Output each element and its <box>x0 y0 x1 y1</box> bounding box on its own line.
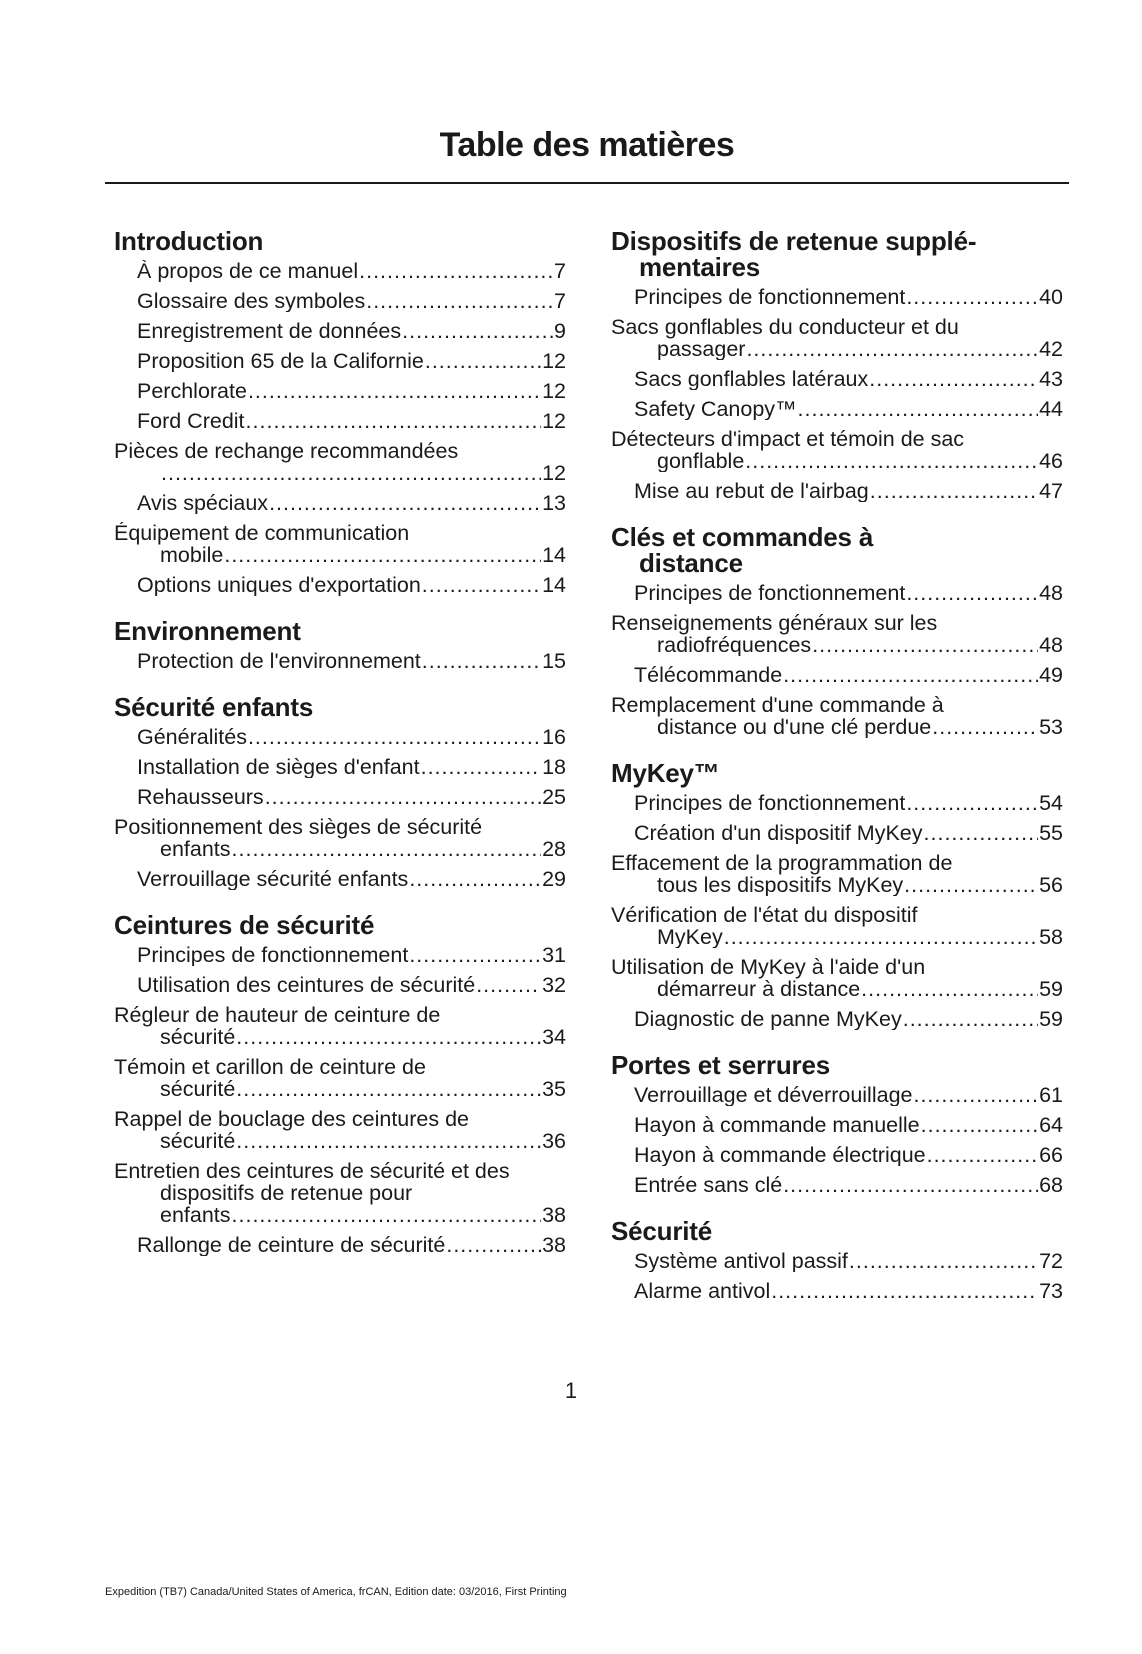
toc-entry-row <box>634 480 1063 502</box>
dot-leader <box>932 716 1038 738</box>
toc-entry[interactable] <box>114 944 566 966</box>
toc-entry-row <box>634 792 1063 814</box>
toc-entry-row <box>634 582 1063 604</box>
toc-entry-title: Mise au rebut de l'airbag <box>634 480 869 502</box>
dot-leader <box>232 1204 542 1226</box>
toc-entry-row <box>634 822 1063 844</box>
toc-entry[interactable] <box>611 822 1063 844</box>
toc-section-introduction <box>114 228 566 596</box>
toc-entry[interactable] <box>611 428 1063 472</box>
dot-leader <box>913 1084 1038 1106</box>
toc-entry-page: 54 <box>1039 792 1063 814</box>
toc-entry-title: Rehausseurs <box>137 786 264 808</box>
toc-entry-page: 42 <box>1039 337 1063 360</box>
section-heading-line: distance <box>639 548 743 578</box>
toc-entry-page: 15 <box>542 650 566 672</box>
toc-entry-row <box>634 1280 1063 1302</box>
toc-entry-page: 7 <box>554 260 566 282</box>
toc-entry-text-line: Détecteurs d'impact et témoin de sac <box>611 428 965 451</box>
toc-entry[interactable] <box>114 1056 566 1100</box>
toc-entry-title: mobile <box>160 543 224 566</box>
toc-entry[interactable] <box>611 582 1063 604</box>
toc-entry-row <box>137 786 566 808</box>
toc-entry-title: MyKey <box>657 925 723 948</box>
dot-leader <box>849 1250 1038 1272</box>
toc-entry-page: 44 <box>1039 398 1063 420</box>
toc-entry-title: tous les dispositifs MyKey <box>657 873 904 896</box>
toc-entry-page: 35 <box>542 1077 566 1100</box>
toc-entry-title: Ford Credit <box>137 410 245 432</box>
toc-entry-row <box>137 1234 566 1256</box>
toc-entry[interactable] <box>611 368 1063 390</box>
toc-entry-row <box>137 1078 566 1100</box>
toc-entry-row <box>137 650 566 672</box>
dot-leader <box>402 320 553 342</box>
dot-leader <box>446 1234 541 1256</box>
toc-entry-title: Rallonge de ceinture de sécurité <box>137 1234 446 1256</box>
toc-entry-row <box>634 978 1063 1000</box>
toc-entry-page: 14 <box>542 574 566 596</box>
toc-entry-row <box>634 1084 1063 1106</box>
toc-entry-page: 53 <box>1039 715 1063 738</box>
toc-entry[interactable] <box>611 1174 1063 1196</box>
toc-entry-row <box>137 350 566 372</box>
toc-entry-page: 56 <box>1039 873 1063 896</box>
toc-entry-title: Création d'un dispositif MyKey <box>634 822 923 844</box>
toc-entry-title: Glossaire des symboles <box>137 290 366 312</box>
toc-entry-page: 47 <box>1039 480 1063 502</box>
dot-leader <box>236 1130 541 1152</box>
dot-leader <box>265 786 541 808</box>
section-heading-line: mentaires <box>639 252 761 282</box>
toc-entry-text-line: dispositifs de retenue pour <box>160 1181 413 1205</box>
section-heading: MyKey™ <box>611 758 720 788</box>
toc-entry[interactable] <box>611 792 1063 814</box>
toc-entry-row <box>634 1144 1063 1166</box>
dot-leader <box>906 582 1038 604</box>
toc-entry-row <box>634 1008 1063 1030</box>
toc-entry[interactable] <box>114 1108 566 1152</box>
toc-entry-title: démarreur à distance <box>657 977 861 1000</box>
toc-entry-row <box>634 926 1063 948</box>
toc-entry-title: enfants <box>160 837 231 860</box>
toc-entry[interactable] <box>611 1250 1063 1272</box>
toc-entry[interactable] <box>114 350 566 372</box>
toc-entry-page: 68 <box>1039 1174 1063 1196</box>
toc-entry-title: Options uniques d'exportation <box>137 574 421 596</box>
toc-entry-row <box>137 492 566 514</box>
section-heading-line: Clés et commandes à <box>611 522 874 552</box>
dot-leader <box>861 978 1038 1000</box>
toc-entry-row <box>137 462 566 484</box>
toc-entry[interactable] <box>114 1234 566 1256</box>
toc-entry-page: 31 <box>542 944 566 966</box>
toc-entry-page: 7 <box>554 290 566 312</box>
toc-entry-title: Avis spéciaux <box>137 492 269 514</box>
dot-leader <box>161 462 541 484</box>
toc-entry-title: sécurité <box>160 1025 236 1048</box>
toc-entry-row <box>634 716 1063 738</box>
toc-entry-page: 40 <box>1039 286 1063 308</box>
toc-entry-page: 46 <box>1039 449 1063 472</box>
toc-entry-title: passager <box>657 337 746 360</box>
toc-entry-title: Diagnostic de panne MyKey <box>634 1008 902 1030</box>
toc-entry-title: Verrouillage et déverrouillage <box>634 1084 913 1106</box>
toc-entry-page: 14 <box>542 543 566 566</box>
toc-entry-row <box>137 320 566 342</box>
toc-section-mykey <box>611 760 1063 1030</box>
toc-entry-row <box>634 450 1063 472</box>
toc-entry-title: gonflable <box>657 449 745 472</box>
toc-entry-row <box>137 574 566 596</box>
toc-entry-title: sécurité <box>160 1129 236 1152</box>
toc-entry[interactable] <box>611 664 1063 686</box>
toc-entry[interactable] <box>611 956 1063 1000</box>
dot-leader <box>269 492 541 514</box>
toc-entry-title: Protection de l'environnement <box>137 650 421 672</box>
toc-entry[interactable] <box>611 286 1063 308</box>
dot-leader <box>409 868 541 890</box>
toc-entry-page: 72 <box>1039 1250 1063 1272</box>
dot-leader <box>783 1174 1038 1196</box>
toc-entry-text-line: Positionnement des sièges de sécurité <box>114 816 483 839</box>
section-heading: Sécurité enfants <box>114 692 314 722</box>
section-heading: Ceintures de sécurité <box>114 910 375 940</box>
toc-entry[interactable] <box>114 260 566 282</box>
toc-entry-title: Sacs gonflables latéraux <box>634 368 869 390</box>
toc-entry-title: À propos de ce manuel <box>137 260 359 282</box>
toc-entry-row <box>137 290 566 312</box>
toc-entry-page: 28 <box>542 837 566 860</box>
toc-entry-page: 49 <box>1039 664 1063 686</box>
section-heading: Portes et serrures <box>611 1050 830 1080</box>
toc-entry-page: 48 <box>1039 582 1063 604</box>
dot-leader <box>248 380 541 402</box>
toc-entry-title: Enregistrement de données <box>137 320 402 342</box>
toc-entry[interactable] <box>611 1144 1063 1166</box>
edition-footer: Expedition (TB7) Canada/United States of America, frCAN, Edition date: 03/2016, First Printing <box>105 1586 567 1598</box>
dot-leader <box>870 480 1038 502</box>
toc-entry-text-line: Effacement de la programmation de <box>611 852 953 875</box>
toc-entry-row <box>634 634 1063 656</box>
toc-entry-page: 12 <box>542 461 566 484</box>
toc-entry[interactable] <box>611 694 1063 738</box>
toc-entry[interactable] <box>611 852 1063 896</box>
toc-section-dispositifs-de-retenue-supple-mentaires <box>611 228 1063 502</box>
toc-entry-title: Télécommande <box>634 664 783 686</box>
toc-entry-page: 61 <box>1039 1084 1063 1106</box>
toc-entry-title: Installation de sièges d'enfant <box>137 756 420 778</box>
dot-leader <box>236 1078 541 1100</box>
dot-leader <box>906 286 1038 308</box>
toc-entry-row <box>634 338 1063 360</box>
toc-entry-page: 38 <box>542 1234 566 1256</box>
toc-entry-row <box>634 1174 1063 1196</box>
toc-entry-row <box>137 544 566 566</box>
toc-entry[interactable] <box>114 320 566 342</box>
toc-entry[interactable] <box>114 574 566 596</box>
title-divider <box>105 182 1069 184</box>
dot-leader <box>924 822 1039 844</box>
toc-entry-row <box>137 974 566 996</box>
toc-entry-page: 16 <box>542 726 566 748</box>
toc-entry-row <box>137 944 566 966</box>
dot-leader <box>359 260 553 282</box>
toc-entry-page: 12 <box>542 410 566 432</box>
dot-leader <box>724 926 1038 948</box>
toc-entry-title: sécurité <box>160 1077 236 1100</box>
toc-entry[interactable] <box>114 1160 566 1226</box>
toc-section-portes-et-serrures <box>611 1052 1063 1196</box>
dot-leader <box>248 726 541 748</box>
toc-entry-title: radiofréquences <box>657 633 812 656</box>
toc-entry-row <box>634 874 1063 896</box>
toc-entry-text-line: Sacs gonflables du conducteur et du <box>611 316 959 339</box>
toc-entry-page: 38 <box>542 1203 566 1226</box>
toc-entry-title: Entrée sans clé <box>634 1174 783 1196</box>
toc-entry-row <box>137 260 566 282</box>
toc-entry[interactable] <box>611 480 1063 502</box>
toc-entry-title: Safety Canopy™ <box>634 398 797 420</box>
dot-leader <box>232 838 542 860</box>
toc-entry-page: 9 <box>554 320 566 342</box>
toc-entry[interactable] <box>114 440 566 484</box>
dot-leader <box>421 756 541 778</box>
toc-entry-page: 32 <box>542 974 566 996</box>
toc-entry-title: Principes de fonctionnement <box>634 286 906 308</box>
dot-leader <box>906 792 1038 814</box>
page-number: 1 <box>564 1378 578 1403</box>
toc-entry-page: 12 <box>542 380 566 402</box>
toc-entry-title: Hayon à commande électrique <box>634 1144 926 1166</box>
toc-entry-page: 36 <box>542 1129 566 1152</box>
section-heading: Introduction <box>114 226 264 256</box>
toc-right-column <box>611 228 1063 1324</box>
section-heading <box>611 524 1063 576</box>
toc-entry[interactable] <box>114 410 566 432</box>
toc-entry-title: Principes de fonctionnement <box>137 944 409 966</box>
toc-entry[interactable] <box>611 1008 1063 1030</box>
toc-entry-row <box>137 380 566 402</box>
dot-leader <box>812 634 1038 656</box>
toc-entry[interactable] <box>611 316 1063 360</box>
toc-section-securite <box>611 1218 1063 1302</box>
toc-entry[interactable] <box>114 492 566 514</box>
toc-left-column <box>114 228 566 1278</box>
dot-leader <box>476 974 541 996</box>
toc-entry-title: Système antivol passif <box>634 1250 848 1272</box>
toc-entry[interactable] <box>114 726 566 748</box>
toc-entry-page: 73 <box>1039 1280 1063 1302</box>
toc-entry[interactable] <box>114 974 566 996</box>
toc-entry-row <box>634 664 1063 686</box>
toc-entry-text-line: Entretien des ceintures de sécurité et des <box>114 1160 510 1183</box>
toc-entry[interactable] <box>611 612 1063 656</box>
toc-entry-page: 55 <box>1039 822 1063 844</box>
toc-entry-page: 64 <box>1039 1114 1063 1136</box>
toc-entry-row <box>137 838 566 860</box>
toc-entry[interactable] <box>114 522 566 566</box>
toc-entry-text-line: Renseignements généraux sur les <box>611 612 938 635</box>
toc-entry-text-line: Équipement de communication <box>114 522 410 545</box>
section-heading-line: Dispositifs de retenue supplé- <box>611 226 977 256</box>
toc-entry-page: 43 <box>1039 368 1063 390</box>
toc-entry[interactable] <box>114 380 566 402</box>
toc-entry-page: 66 <box>1039 1144 1063 1166</box>
toc-entry-row <box>137 1130 566 1152</box>
page-title: Table des matières <box>439 126 735 164</box>
dot-leader <box>224 544 541 566</box>
toc-entry[interactable] <box>611 1084 1063 1106</box>
dot-leader <box>746 338 1038 360</box>
toc-entry-row <box>137 410 566 432</box>
dot-leader <box>366 290 553 312</box>
toc-entry-page: 12 <box>542 350 566 372</box>
toc-entry-title: Alarme antivol <box>634 1280 771 1302</box>
toc-entry-title: Principes de fonctionnement <box>634 792 906 814</box>
dot-leader <box>236 1026 541 1048</box>
toc-entry-row <box>137 726 566 748</box>
dot-leader <box>904 874 1038 896</box>
dot-leader <box>903 1008 1038 1030</box>
toc-entry-title: Verrouillage sécurité enfants <box>137 868 409 890</box>
toc-entry-page: 29 <box>542 868 566 890</box>
dot-leader <box>927 1144 1038 1166</box>
section-heading: Environnement <box>114 616 301 646</box>
toc-section-ceintures-de-securite <box>114 912 566 1256</box>
toc-entry-row <box>634 368 1063 390</box>
toc-entry-page: 13 <box>542 492 566 514</box>
dot-leader <box>409 944 541 966</box>
toc-section-environnement <box>114 618 566 672</box>
toc-entry-title: distance ou d'une clé perdue <box>657 715 932 738</box>
toc-entry-row <box>137 868 566 890</box>
dot-leader <box>771 1280 1038 1302</box>
toc-entry-title: Utilisation des ceintures de sécurité <box>137 974 476 996</box>
toc-entry-title: Perchlorate <box>137 380 247 402</box>
dot-leader <box>798 398 1039 420</box>
toc-entry-text-line: Utilisation de MyKey à l'aide d'un <box>611 956 926 979</box>
toc-entry-text-line: Remplacement d'une commande à <box>611 694 944 717</box>
toc-entry-page: 58 <box>1039 925 1063 948</box>
toc-entry-title: Proposition 65 de la Californie <box>137 350 424 372</box>
toc-entry-row <box>634 1250 1063 1272</box>
toc-entry-page: 48 <box>1039 633 1063 656</box>
dot-leader <box>425 350 541 372</box>
toc-entry[interactable] <box>611 398 1063 420</box>
toc-entry[interactable] <box>114 816 566 860</box>
toc-entry[interactable] <box>114 1004 566 1048</box>
toc-entry-text-line: Témoin et carillon de ceinture de <box>114 1056 426 1079</box>
dot-leader <box>422 574 541 596</box>
toc-entry-page: 59 <box>1039 977 1063 1000</box>
toc-entry[interactable] <box>114 756 566 778</box>
toc-entry-text-line: Rappel de bouclage des ceintures de <box>114 1108 470 1131</box>
toc-entry[interactable] <box>611 904 1063 948</box>
dot-leader <box>745 450 1038 472</box>
section-heading: Sécurité <box>611 1216 713 1246</box>
dot-leader <box>869 368 1038 390</box>
toc-entry[interactable] <box>114 290 566 312</box>
toc-entry-row <box>137 756 566 778</box>
toc-entry[interactable] <box>611 1280 1063 1302</box>
toc-entry-row <box>137 1204 566 1226</box>
toc-entry[interactable] <box>611 1114 1063 1136</box>
dot-leader <box>921 1114 1038 1136</box>
toc-entry-page: 59 <box>1039 1008 1063 1030</box>
toc-entry[interactable] <box>114 868 566 890</box>
toc-entry-page: 18 <box>542 756 566 778</box>
toc-entry-row <box>137 1026 566 1048</box>
toc-section-securite-enfants <box>114 694 566 890</box>
toc-entry-title: enfants <box>160 1203 231 1226</box>
toc-entry-page: 34 <box>542 1025 566 1048</box>
dot-leader <box>246 410 542 432</box>
toc-entry-row <box>634 286 1063 308</box>
toc-entry-row <box>634 1114 1063 1136</box>
toc-entry[interactable] <box>114 786 566 808</box>
toc-entry-title: Généralités <box>137 726 247 748</box>
toc-entry-text-line: Régleur de hauteur de ceinture de <box>114 1004 441 1027</box>
toc-entry-text-line: Vérification de l'état du dispositif <box>611 904 918 927</box>
section-heading <box>611 228 1063 280</box>
toc-entry-row <box>634 398 1063 420</box>
toc-section-cles-et-commandes-a-distance <box>611 524 1063 738</box>
toc-entry-title: Principes de fonctionnement <box>634 582 906 604</box>
toc-entry-text-line: Pièces de rechange recommandées <box>114 440 459 463</box>
dot-leader <box>783 664 1038 686</box>
toc-entry[interactable] <box>114 650 566 672</box>
toc-entry-page: 25 <box>542 786 566 808</box>
dot-leader <box>422 650 541 672</box>
toc-entry-title: Hayon à commande manuelle <box>634 1114 920 1136</box>
